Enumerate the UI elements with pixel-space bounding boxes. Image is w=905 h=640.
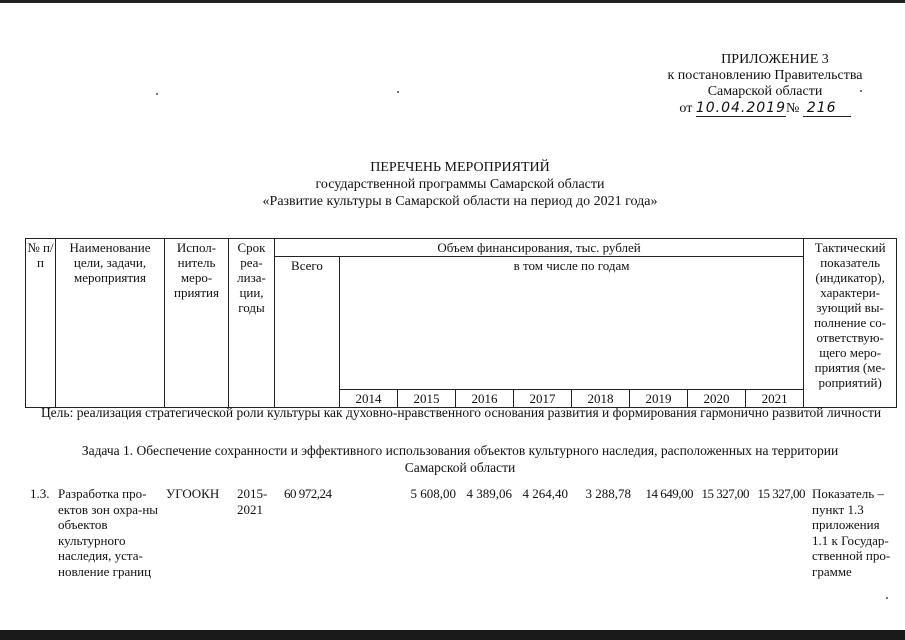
year-header-2019: 2019	[630, 390, 688, 408]
row-indicator: Показатель – пункт 1.3 приложения 1.1 к Государ-ственной про-грамме	[812, 486, 891, 579]
col-num-header: № п/п	[26, 239, 56, 408]
title-line2: государственной программы Самарской области	[315, 177, 605, 192]
handwritten-date: 10.04.2019	[695, 100, 786, 116]
activities-table-header	[25, 238, 897, 408]
col-indicator-header: Тактический показатель (индикатор), характери-зующий вы-полнение со-ответствую-щего меро-приятия (ме-роприятий)	[804, 239, 897, 408]
year-header-2020: 2020	[688, 390, 746, 408]
goal-statement: Цель: реализация стратегической роли культуры как духовно-нравственного основания развития и формирования гармонично развитой личности	[40, 405, 882, 420]
date-prefix: от	[679, 101, 693, 116]
appendix-title: ПРИЛОЖЕНИЕ 3	[721, 52, 829, 67]
row-value-2015: 5 608,00	[410, 486, 456, 501]
scan-speck	[397, 91, 399, 93]
appendix-date-line	[640, 100, 890, 117]
title-line3: «Развитие культуры в Самарской области на период до 2021 года»	[262, 194, 658, 209]
row-value-2019: 14 649,00	[645, 486, 693, 501]
appendix-line3: Самарской области	[707, 84, 823, 99]
scan-speck	[156, 93, 158, 95]
year-header-2014: 2014	[340, 390, 398, 408]
scan-speck	[860, 90, 862, 92]
top-scan-border	[0, 0, 905, 3]
row-value-2020: 15 327,00	[701, 486, 749, 501]
scan-speck	[886, 597, 888, 599]
row-term: 2015-2021	[237, 486, 268, 517]
title-line1: ПЕРЕЧЕНЬ МЕРОПРИЯТИЙ	[370, 160, 550, 175]
task-statement: Задача 1. Обеспечение сохранности и эффективного использования объектов культурного наследия, расположенных на территории Самарской области	[81, 443, 839, 475]
handwritten-number: 216	[803, 100, 851, 117]
row-value-2021: 15 327,00	[757, 486, 805, 501]
col-total-header: Всего	[275, 257, 340, 408]
document-title	[150, 159, 770, 210]
year-header-2021: 2021	[746, 390, 804, 408]
year-header-2017: 2017	[514, 390, 572, 408]
year-header-2018: 2018	[572, 390, 630, 408]
row-value-2017: 4 264,40	[522, 486, 568, 501]
row-total: 60 972,24	[284, 486, 332, 501]
year-header-2015: 2015	[398, 390, 456, 408]
appendix-header	[640, 52, 890, 117]
col-byyear-header: в том числе по годам	[340, 257, 804, 390]
col-exec-header: Испол-нитель меро-приятия	[165, 239, 229, 408]
row-value-2018: 3 288,78	[585, 486, 631, 501]
number-prefix: №	[786, 101, 800, 116]
col-name-header: Наименование цели, задачи, мероприятия	[56, 239, 165, 408]
row-number: 1.3.	[30, 486, 50, 501]
row-executor: УГООКН	[166, 486, 220, 501]
row-value-2016: 4 389,06	[466, 486, 512, 501]
row-name: Разработка про-ектов зон охра-ны объектов культурного наследия, уста-новление границ	[58, 486, 159, 579]
col-financing-header: Объем финансирования, тыс. рублей	[275, 239, 804, 257]
year-header-2016: 2016	[456, 390, 514, 408]
bottom-scan-border	[0, 630, 905, 640]
col-term-header: Срок реа-лиза-ции, годы	[229, 239, 275, 408]
appendix-line2: к постановлению Правительства	[667, 68, 863, 83]
